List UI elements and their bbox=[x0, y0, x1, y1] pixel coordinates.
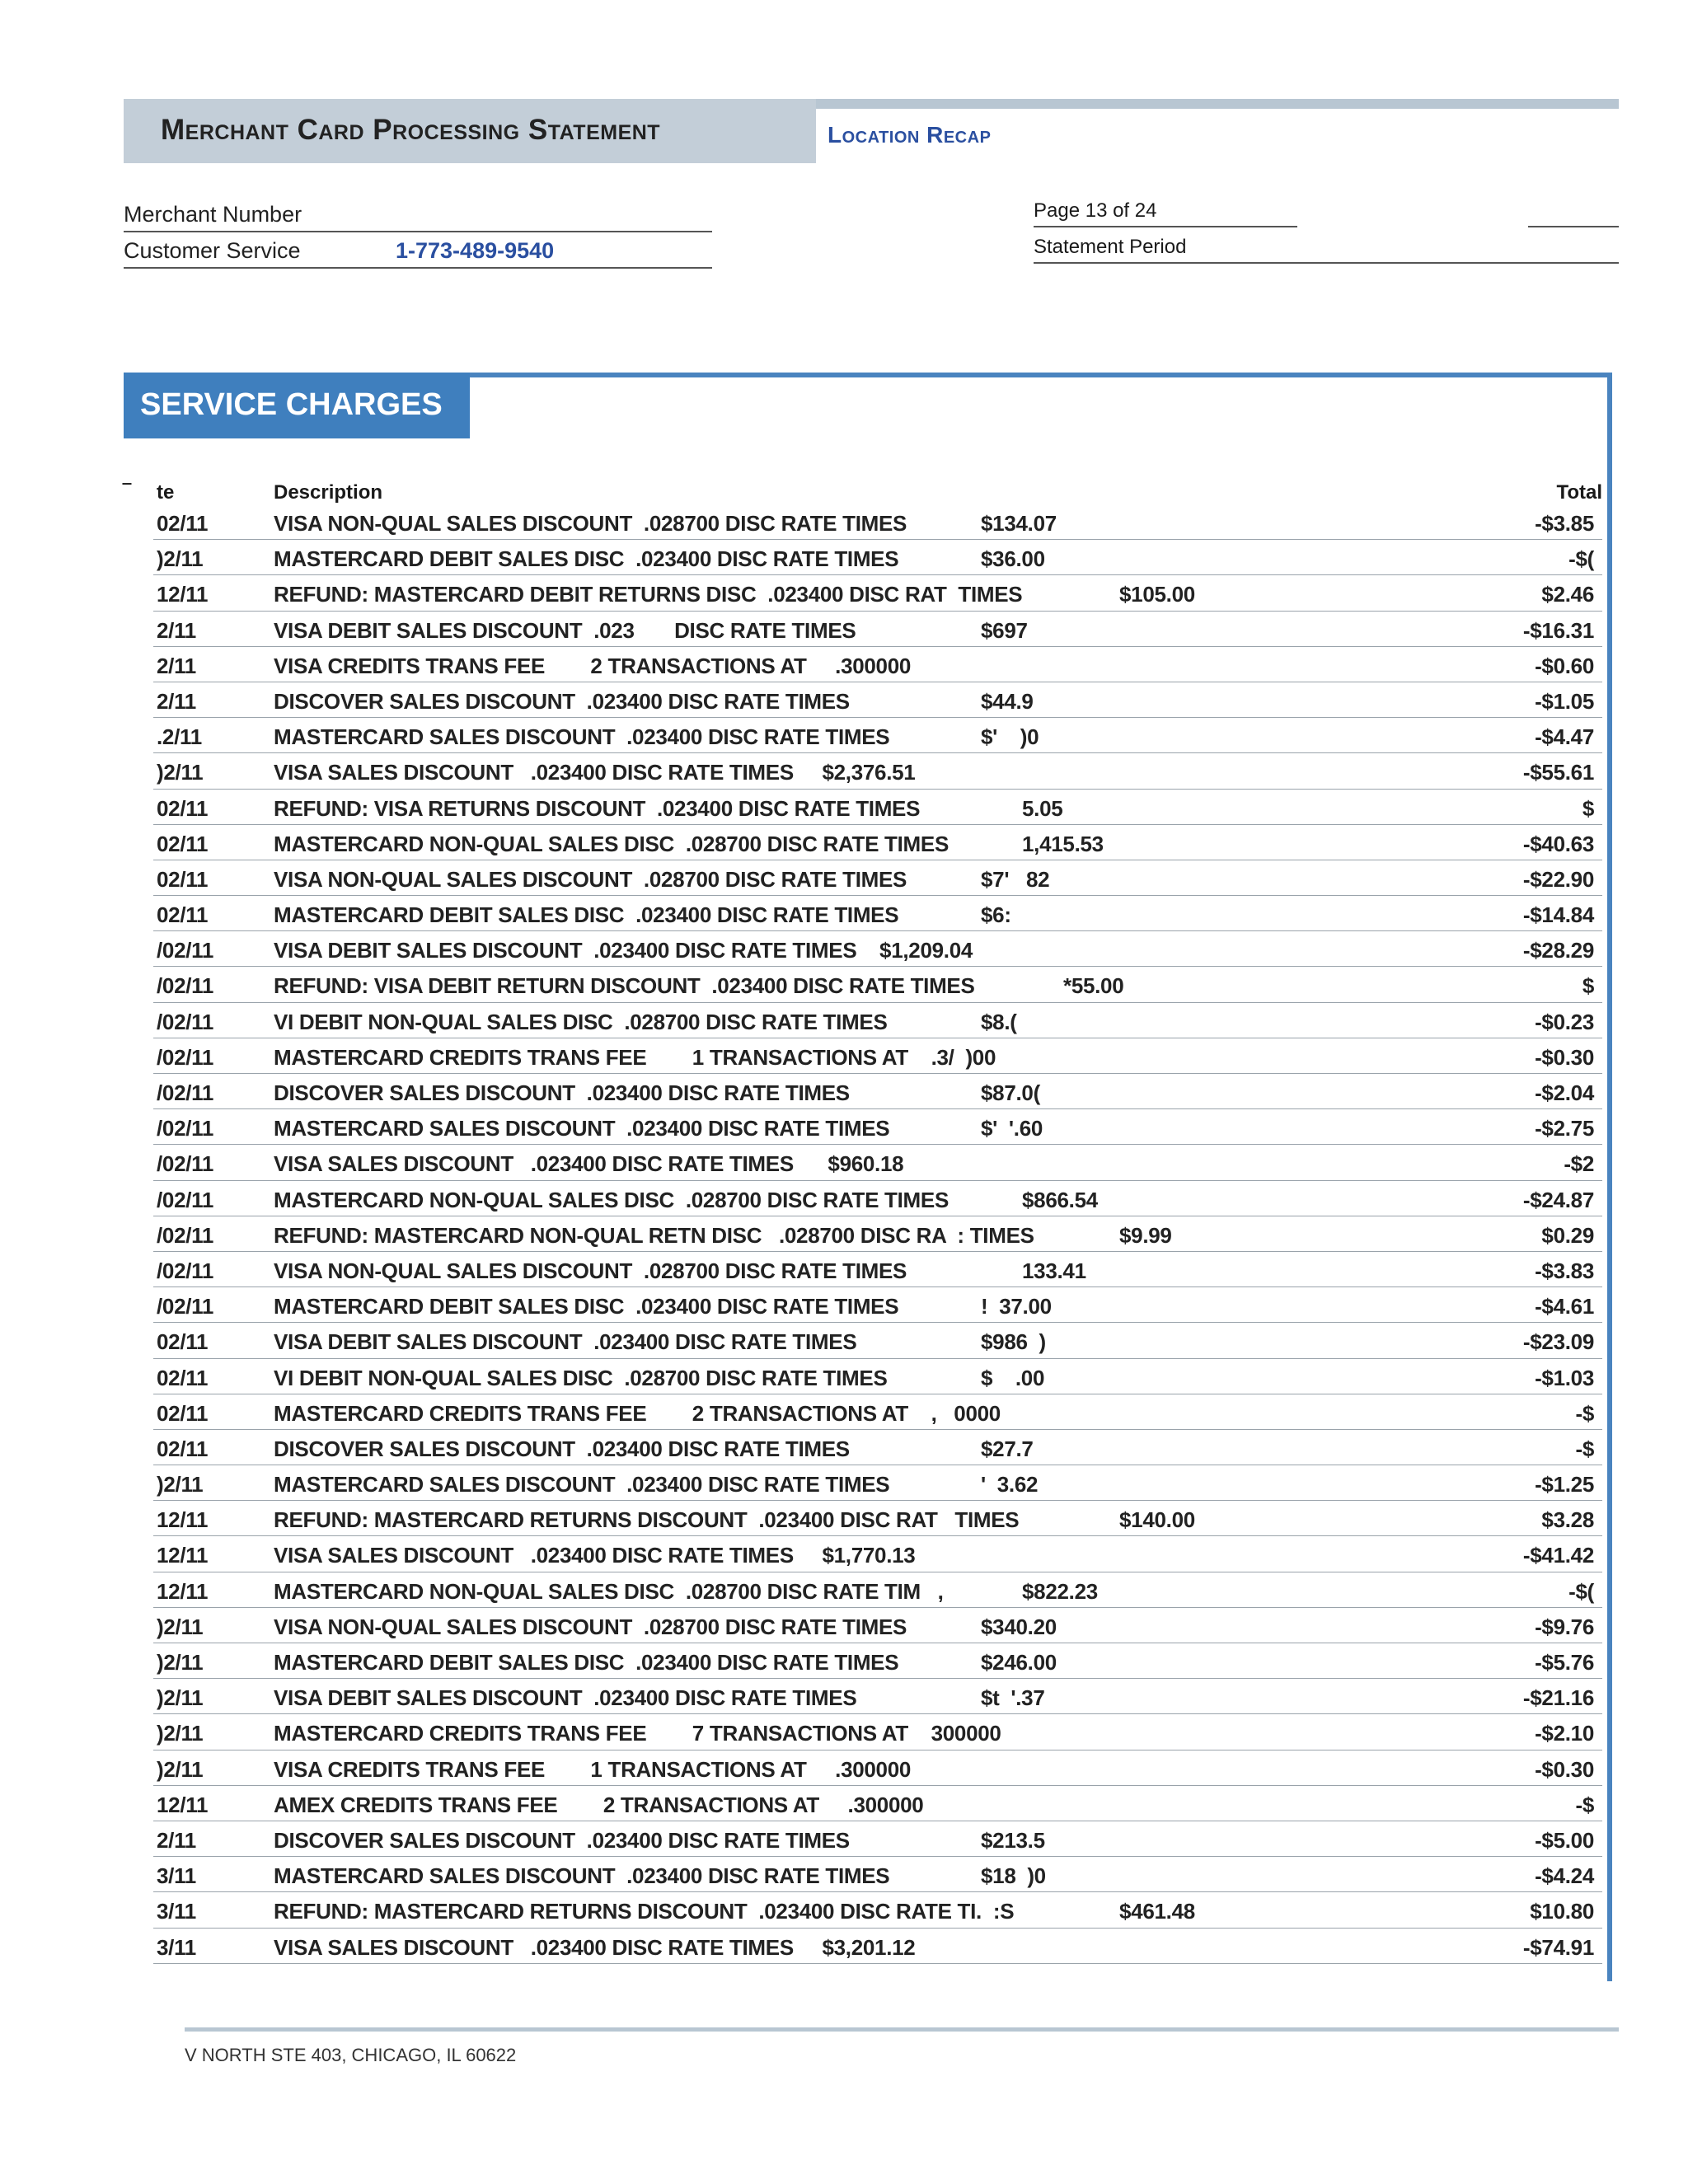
row-rule bbox=[153, 824, 1602, 825]
row-rule bbox=[153, 1073, 1602, 1074]
row-date: 12/11 bbox=[157, 1543, 209, 1568]
row-amount: $866.54 bbox=[1022, 1187, 1098, 1212]
row-date: 3/11 bbox=[157, 1934, 196, 1960]
row-total: -$40.63 bbox=[1522, 831, 1594, 856]
row-date: 2/11 bbox=[157, 1827, 196, 1853]
table-row bbox=[124, 968, 1602, 1004]
row-date: 02/11 bbox=[157, 866, 209, 892]
row-amount: 1,415.53 bbox=[1022, 831, 1104, 856]
table-row bbox=[124, 1076, 1602, 1111]
row-date: /02/11 bbox=[157, 1009, 214, 1034]
table-row bbox=[124, 1183, 1602, 1218]
row-total: -$41.42 bbox=[1522, 1543, 1594, 1568]
row-total: -$2.04 bbox=[1535, 1080, 1594, 1105]
row-amount: $' '.60 bbox=[981, 1116, 1043, 1141]
row-description: REFUND: VISA RETURNS DISCOUNT .023400 DISC RATE TIMES bbox=[274, 795, 921, 821]
row-rule bbox=[153, 1500, 1602, 1501]
section-label: Location Recap bbox=[828, 122, 992, 148]
row-rule bbox=[153, 1286, 1602, 1287]
table-row bbox=[124, 1610, 1602, 1645]
table-row bbox=[124, 1289, 1602, 1324]
row-amount: $822.23 bbox=[1022, 1578, 1098, 1604]
table-row bbox=[124, 1502, 1602, 1538]
row-date: /02/11 bbox=[157, 973, 214, 999]
row-description: MASTERCARD CREDITS TRANS FEE 7 TRANSACTIONS AT 300000 bbox=[274, 1721, 1001, 1746]
table-row bbox=[124, 1467, 1602, 1502]
row-date: )2/11 bbox=[157, 1614, 204, 1639]
row-description: REFUND: MASTERCARD RETURNS DISCOUNT .023400 DISC RATE TI. :S bbox=[274, 1899, 1015, 1924]
service-charges-title: SERVICE CHARGES bbox=[140, 387, 443, 422]
row-rule bbox=[153, 1108, 1602, 1109]
row-total: -$5.00 bbox=[1535, 1827, 1594, 1853]
row-date: 02/11 bbox=[157, 1436, 209, 1461]
row-total: -$2 bbox=[1564, 1151, 1594, 1177]
row-date: /02/11 bbox=[157, 1294, 214, 1319]
row-amount: $340.20 bbox=[981, 1614, 1057, 1639]
table-row bbox=[124, 1432, 1602, 1467]
row-date: /02/11 bbox=[157, 1044, 214, 1070]
statement-period-label: Statement Period bbox=[1034, 236, 1187, 258]
row-description: MASTERCARD CREDITS TRANS FEE 2 TRANSACTIONS AT , 0000 bbox=[274, 1400, 1001, 1426]
column-date: te bbox=[157, 481, 175, 504]
row-total: -$1.25 bbox=[1535, 1472, 1594, 1497]
row-rule bbox=[153, 1429, 1602, 1430]
row-description: REFUND: VISA DEBIT RETURN DISCOUNT .023400 DISC RATE TIMES bbox=[274, 973, 975, 999]
row-total: $ bbox=[1582, 795, 1594, 821]
row-amount: $18 )0 bbox=[981, 1863, 1046, 1889]
row-amount: $27.7 bbox=[981, 1436, 1034, 1461]
row-description: MASTERCARD DEBIT SALES DISC .023400 DISC RATE TIMES bbox=[274, 902, 899, 928]
table-row bbox=[124, 1538, 1602, 1573]
row-rule bbox=[153, 1002, 1602, 1003]
row-date: /02/11 bbox=[157, 938, 214, 963]
row-date: 2/11 bbox=[157, 653, 196, 678]
page-info bbox=[1034, 191, 1619, 264]
table-row bbox=[124, 1005, 1602, 1040]
row-date: 3/11 bbox=[157, 1899, 196, 1924]
page-number: Page 13 of 24 bbox=[1034, 199, 1157, 222]
row-rule bbox=[153, 1856, 1602, 1857]
row-date: /02/11 bbox=[157, 1080, 214, 1105]
row-rule bbox=[153, 895, 1602, 896]
row-rule bbox=[153, 1251, 1602, 1252]
row-description: DISCOVER SALES DISCOUNT .023400 DISC RATE TIMES bbox=[274, 1436, 850, 1461]
table-header bbox=[124, 481, 1602, 506]
row-total: -$16.31 bbox=[1522, 617, 1594, 643]
table-body bbox=[124, 506, 1602, 1966]
row-description: MASTERCARD NON-QUAL SALES DISC .028700 DISC RATE TIMES bbox=[274, 1187, 949, 1212]
table-row bbox=[124, 862, 1602, 898]
row-description: MASTERCARD SALES DISCOUNT .023400 DISC RATE TIMES bbox=[274, 1863, 890, 1889]
row-date: 3/11 bbox=[157, 1863, 196, 1889]
row-amount: $ .00 bbox=[981, 1365, 1045, 1390]
row-total: -$22.90 bbox=[1522, 866, 1594, 892]
row-total: -$9.76 bbox=[1535, 1614, 1594, 1639]
row-description: MASTERCARD DEBIT SALES DISC .023400 DISC RATE TIMES bbox=[274, 1294, 899, 1319]
row-rule bbox=[153, 1963, 1602, 1964]
row-date: /02/11 bbox=[157, 1116, 214, 1141]
row-description: VISA NON-QUAL SALES DISCOUNT .028700 DISC RATE TIMES bbox=[274, 511, 907, 536]
table-row bbox=[124, 898, 1602, 933]
table-row bbox=[124, 613, 1602, 649]
row-description: VI DEBIT NON-QUAL SALES DISC .028700 DISC RATE TIMES bbox=[274, 1009, 888, 1034]
row-total: $2.46 bbox=[1541, 582, 1594, 607]
row-date: /02/11 bbox=[157, 1187, 214, 1212]
service-charges-table bbox=[124, 481, 1602, 1966]
merchant-number-row bbox=[124, 196, 712, 232]
row-description: MASTERCARD DEBIT SALES DISC .023400 DISC RATE TIMES bbox=[274, 1650, 899, 1675]
table-row bbox=[124, 1752, 1602, 1788]
table-row bbox=[124, 1218, 1602, 1254]
table-row bbox=[124, 1858, 1602, 1894]
row-description: VISA NON-QUAL SALES DISCOUNT .028700 DISC RATE TIMES bbox=[274, 1258, 907, 1283]
row-amount: *55.00 bbox=[1063, 973, 1124, 999]
statement-period-row bbox=[1034, 227, 1619, 264]
table-row bbox=[124, 933, 1602, 968]
row-date: 02/11 bbox=[157, 1365, 209, 1390]
row-total: -$21.16 bbox=[1522, 1685, 1594, 1711]
row-date: 02/11 bbox=[157, 795, 209, 821]
row-rule bbox=[153, 574, 1602, 575]
row-amount: $8.( bbox=[981, 1009, 1017, 1034]
row-description: DISCOVER SALES DISCOUNT .023400 DISC RATE TIMES bbox=[274, 1080, 850, 1105]
row-rule bbox=[153, 752, 1602, 753]
row-description: VISA DEBIT SALES DISCOUNT .023400 DISC RATE TIMES bbox=[274, 1685, 857, 1711]
row-date: )2/11 bbox=[157, 546, 204, 572]
row-date: 02/11 bbox=[157, 902, 209, 928]
merchant-number-label: Merchant Number bbox=[124, 202, 302, 227]
statement-period-line bbox=[1034, 262, 1619, 264]
customer-service-label: Customer Service bbox=[124, 238, 301, 263]
row-total: $10.80 bbox=[1530, 1899, 1594, 1924]
row-amount: $986 ) bbox=[981, 1329, 1046, 1355]
table-row bbox=[124, 1396, 1602, 1432]
row-rule bbox=[153, 789, 1602, 790]
row-total: -$3.83 bbox=[1535, 1258, 1594, 1283]
row-date: )2/11 bbox=[157, 1756, 204, 1782]
row-description: VISA DEBIT SALES DISCOUNT .023 DISC RATE TIMES bbox=[274, 617, 856, 643]
row-description: VISA NON-QUAL SALES DISCOUNT .028700 DISC RATE TIMES bbox=[274, 866, 907, 892]
page-row bbox=[1034, 191, 1619, 227]
row-amount: $44.9 bbox=[981, 688, 1034, 714]
row-date: 12/11 bbox=[157, 1578, 209, 1604]
row-rule bbox=[153, 930, 1602, 931]
table-row bbox=[124, 1894, 1602, 1929]
row-total: -$28.29 bbox=[1522, 938, 1594, 963]
table-row bbox=[124, 1680, 1602, 1716]
row-total: -$( bbox=[1568, 1578, 1594, 1604]
table-row bbox=[124, 1040, 1602, 1076]
row-amount: 133.41 bbox=[1022, 1258, 1086, 1283]
row-date: 2/11 bbox=[157, 617, 196, 643]
row-description: VISA SALES DISCOUNT .023400 DISC RATE TIMES $1,770.13 bbox=[274, 1543, 916, 1568]
row-total: -$4.47 bbox=[1535, 724, 1594, 750]
row-total: $0.29 bbox=[1541, 1222, 1594, 1248]
row-amount: $134.07 bbox=[981, 511, 1057, 536]
row-rule bbox=[153, 1785, 1602, 1786]
row-rule bbox=[153, 646, 1602, 647]
row-total: -$4.61 bbox=[1535, 1294, 1594, 1319]
row-amount: $697 bbox=[981, 617, 1028, 643]
header-mark: ‾ bbox=[124, 481, 130, 504]
row-total: -$3.85 bbox=[1535, 511, 1594, 536]
table-row bbox=[124, 1361, 1602, 1396]
row-date: 12/11 bbox=[157, 1792, 209, 1817]
row-total: -$1.03 bbox=[1535, 1365, 1594, 1390]
row-description: MASTERCARD DEBIT SALES DISC .023400 DISC RATE TIMES bbox=[274, 546, 899, 572]
row-amount: $461.48 bbox=[1119, 1899, 1195, 1924]
row-amount: ' 3.62 bbox=[981, 1472, 1039, 1497]
row-description: REFUND: MASTERCARD DEBIT RETURNS DISC .023400 DISC RAT TIMES bbox=[274, 582, 1023, 607]
row-date: )2/11 bbox=[157, 760, 204, 785]
row-amount: $213.5 bbox=[981, 1827, 1045, 1853]
table-row bbox=[124, 719, 1602, 755]
row-date: 12/11 bbox=[157, 582, 209, 607]
row-date: )2/11 bbox=[157, 1721, 204, 1746]
row-amount: $140.00 bbox=[1119, 1507, 1195, 1533]
table-row bbox=[124, 791, 1602, 827]
row-rule bbox=[153, 717, 1602, 718]
row-date: )2/11 bbox=[157, 1650, 204, 1675]
row-rule bbox=[153, 1144, 1602, 1145]
row-total: -$2.75 bbox=[1535, 1116, 1594, 1141]
table-row bbox=[124, 577, 1602, 612]
row-description: MASTERCARD SALES DISCOUNT .023400 DISC RATE TIMES bbox=[274, 1116, 890, 1141]
table-row bbox=[124, 506, 1602, 541]
row-total: -$ bbox=[1575, 1436, 1594, 1461]
table-row bbox=[124, 1930, 1602, 1966]
row-rule bbox=[153, 966, 1602, 967]
statement-header bbox=[124, 99, 1619, 163]
row-date: 02/11 bbox=[157, 511, 209, 536]
footer-address: V NORTH STE 403, CHICAGO, IL 60622 bbox=[185, 2045, 517, 2065]
row-date: 02/11 bbox=[157, 1329, 209, 1355]
row-amount: $' )0 bbox=[981, 724, 1039, 750]
row-total: -$ bbox=[1575, 1792, 1594, 1817]
row-total: -$55.61 bbox=[1522, 760, 1594, 785]
row-amount: $87.0( bbox=[981, 1080, 1040, 1105]
row-total: -$24.87 bbox=[1522, 1187, 1594, 1212]
table-row bbox=[124, 649, 1602, 684]
table-row bbox=[124, 1645, 1602, 1680]
table-row bbox=[124, 684, 1602, 719]
row-total: -$( bbox=[1568, 546, 1594, 572]
row-total: -$0.60 bbox=[1535, 653, 1594, 678]
row-total: -$0.23 bbox=[1535, 1009, 1594, 1034]
customer-service-phone: 1-773-489-9540 bbox=[396, 238, 555, 263]
row-rule bbox=[153, 1678, 1602, 1679]
row-rule bbox=[153, 1891, 1602, 1892]
row-total: -$2.10 bbox=[1535, 1721, 1594, 1746]
row-date: )2/11 bbox=[157, 1685, 204, 1711]
row-amount: $9.99 bbox=[1119, 1222, 1172, 1248]
row-rule bbox=[153, 611, 1602, 612]
row-date: 12/11 bbox=[157, 1507, 209, 1533]
title-box bbox=[124, 99, 816, 163]
row-total: -$14.84 bbox=[1522, 902, 1594, 928]
row-date: /02/11 bbox=[157, 1258, 214, 1283]
row-total: -$ bbox=[1575, 1400, 1594, 1426]
row-rule bbox=[153, 1180, 1602, 1181]
row-amount: $36.00 bbox=[981, 546, 1045, 572]
row-description: VISA CREDITS TRANS FEE 2 TRANSACTIONS AT .300000 bbox=[274, 653, 912, 678]
row-description: MASTERCARD SALES DISCOUNT .023400 DISC RATE TIMES bbox=[274, 724, 890, 750]
customer-service-row bbox=[124, 232, 712, 269]
table-row bbox=[124, 1324, 1602, 1360]
row-total: -$0.30 bbox=[1535, 1044, 1594, 1070]
column-total: Total bbox=[1556, 481, 1602, 504]
row-description: MASTERCARD NON-QUAL SALES DISC .028700 DISC RATE TIMES bbox=[274, 831, 949, 856]
row-date: .2/11 bbox=[157, 724, 202, 750]
row-description: VI DEBIT NON-QUAL SALES DISC .028700 DISC RATE TIMES bbox=[274, 1365, 888, 1390]
row-amount: $6: bbox=[981, 902, 1011, 928]
table-row bbox=[124, 1716, 1602, 1751]
row-total: -$0.30 bbox=[1535, 1756, 1594, 1782]
row-total: -$4.24 bbox=[1535, 1863, 1594, 1889]
row-total: -$23.09 bbox=[1522, 1329, 1594, 1355]
row-rule bbox=[153, 1535, 1602, 1536]
table-row bbox=[124, 1823, 1602, 1858]
row-rule bbox=[153, 1928, 1602, 1929]
row-description: MASTERCARD SALES DISCOUNT .023400 DISC RATE TIMES bbox=[274, 1472, 890, 1497]
row-total: $ bbox=[1582, 973, 1594, 999]
column-description: Description bbox=[274, 481, 383, 504]
row-description: VISA DEBIT SALES DISCOUNT .023400 DISC RATE TIMES bbox=[274, 1329, 857, 1355]
row-date: /02/11 bbox=[157, 1151, 214, 1177]
table-row bbox=[124, 1574, 1602, 1610]
row-rule bbox=[153, 1713, 1602, 1714]
row-description: REFUND: MASTERCARD RETURNS DISCOUNT .023400 DISC RAT TIMES bbox=[274, 1507, 1020, 1533]
row-description: VISA DEBIT SALES DISCOUNT .023400 DISC RATE TIMES $1,209.04 bbox=[274, 938, 973, 963]
row-description: VISA SALES DISCOUNT .023400 DISC RATE TIMES $960.18 bbox=[274, 1151, 904, 1177]
table-row bbox=[124, 1146, 1602, 1182]
row-description: VISA SALES DISCOUNT .023400 DISC RATE TIMES $2,376.51 bbox=[274, 760, 916, 785]
row-amount: $t '.37 bbox=[981, 1685, 1045, 1711]
table-row bbox=[124, 1111, 1602, 1146]
row-description: AMEX CREDITS TRANS FEE 2 TRANSACTIONS AT .300000 bbox=[274, 1792, 924, 1817]
row-amount: $7' 82 bbox=[981, 866, 1050, 892]
row-total: $3.28 bbox=[1541, 1507, 1594, 1533]
row-description: DISCOVER SALES DISCOUNT .023400 DISC RATE TIMES bbox=[274, 1827, 850, 1853]
row-rule bbox=[153, 1322, 1602, 1323]
row-rule bbox=[153, 1607, 1602, 1608]
table-row bbox=[124, 1788, 1602, 1823]
table-row bbox=[124, 1254, 1602, 1289]
row-date: 2/11 bbox=[157, 688, 196, 714]
row-date: 02/11 bbox=[157, 1400, 209, 1426]
table-row bbox=[124, 827, 1602, 862]
table-row bbox=[124, 755, 1602, 790]
merchant-info bbox=[124, 196, 712, 269]
row-date: /02/11 bbox=[157, 1222, 214, 1248]
service-charges-tab bbox=[124, 373, 470, 438]
row-rule bbox=[153, 539, 1602, 540]
statement-title: Merchant Card Processing Statement bbox=[161, 114, 661, 146]
row-description: VISA SALES DISCOUNT .023400 DISC RATE TIMES $3,201.12 bbox=[274, 1934, 916, 1960]
row-amount: $105.00 bbox=[1119, 582, 1195, 607]
row-total: -$5.76 bbox=[1535, 1650, 1594, 1675]
row-amount: 5.05 bbox=[1022, 795, 1063, 821]
row-description: VISA NON-QUAL SALES DISCOUNT .028700 DISC RATE TIMES bbox=[274, 1614, 907, 1639]
row-total: -$74.91 bbox=[1522, 1934, 1594, 1960]
row-description: DISCOVER SALES DISCOUNT .023400 DISC RATE TIMES bbox=[274, 688, 850, 714]
row-date: 02/11 bbox=[157, 831, 209, 856]
row-date: )2/11 bbox=[157, 1472, 204, 1497]
row-amount: $246.00 bbox=[981, 1650, 1057, 1675]
row-rule bbox=[153, 1358, 1602, 1359]
footer bbox=[185, 2027, 1619, 2065]
row-description: VISA CREDITS TRANS FEE 1 TRANSACTIONS AT .300000 bbox=[274, 1756, 912, 1782]
table-row bbox=[124, 541, 1602, 577]
row-description: MASTERCARD NON-QUAL SALES DISC .028700 DISC RATE TIM , bbox=[274, 1578, 944, 1604]
row-total: -$1.05 bbox=[1535, 688, 1594, 714]
row-amount: ! 37.00 bbox=[981, 1294, 1052, 1319]
row-description: MASTERCARD CREDITS TRANS FEE 1 TRANSACTIONS AT .3/ )00 bbox=[274, 1044, 996, 1070]
row-description: REFUND: MASTERCARD NON-QUAL RETN DISC .028700 DISC RA : TIMES bbox=[274, 1222, 1034, 1248]
